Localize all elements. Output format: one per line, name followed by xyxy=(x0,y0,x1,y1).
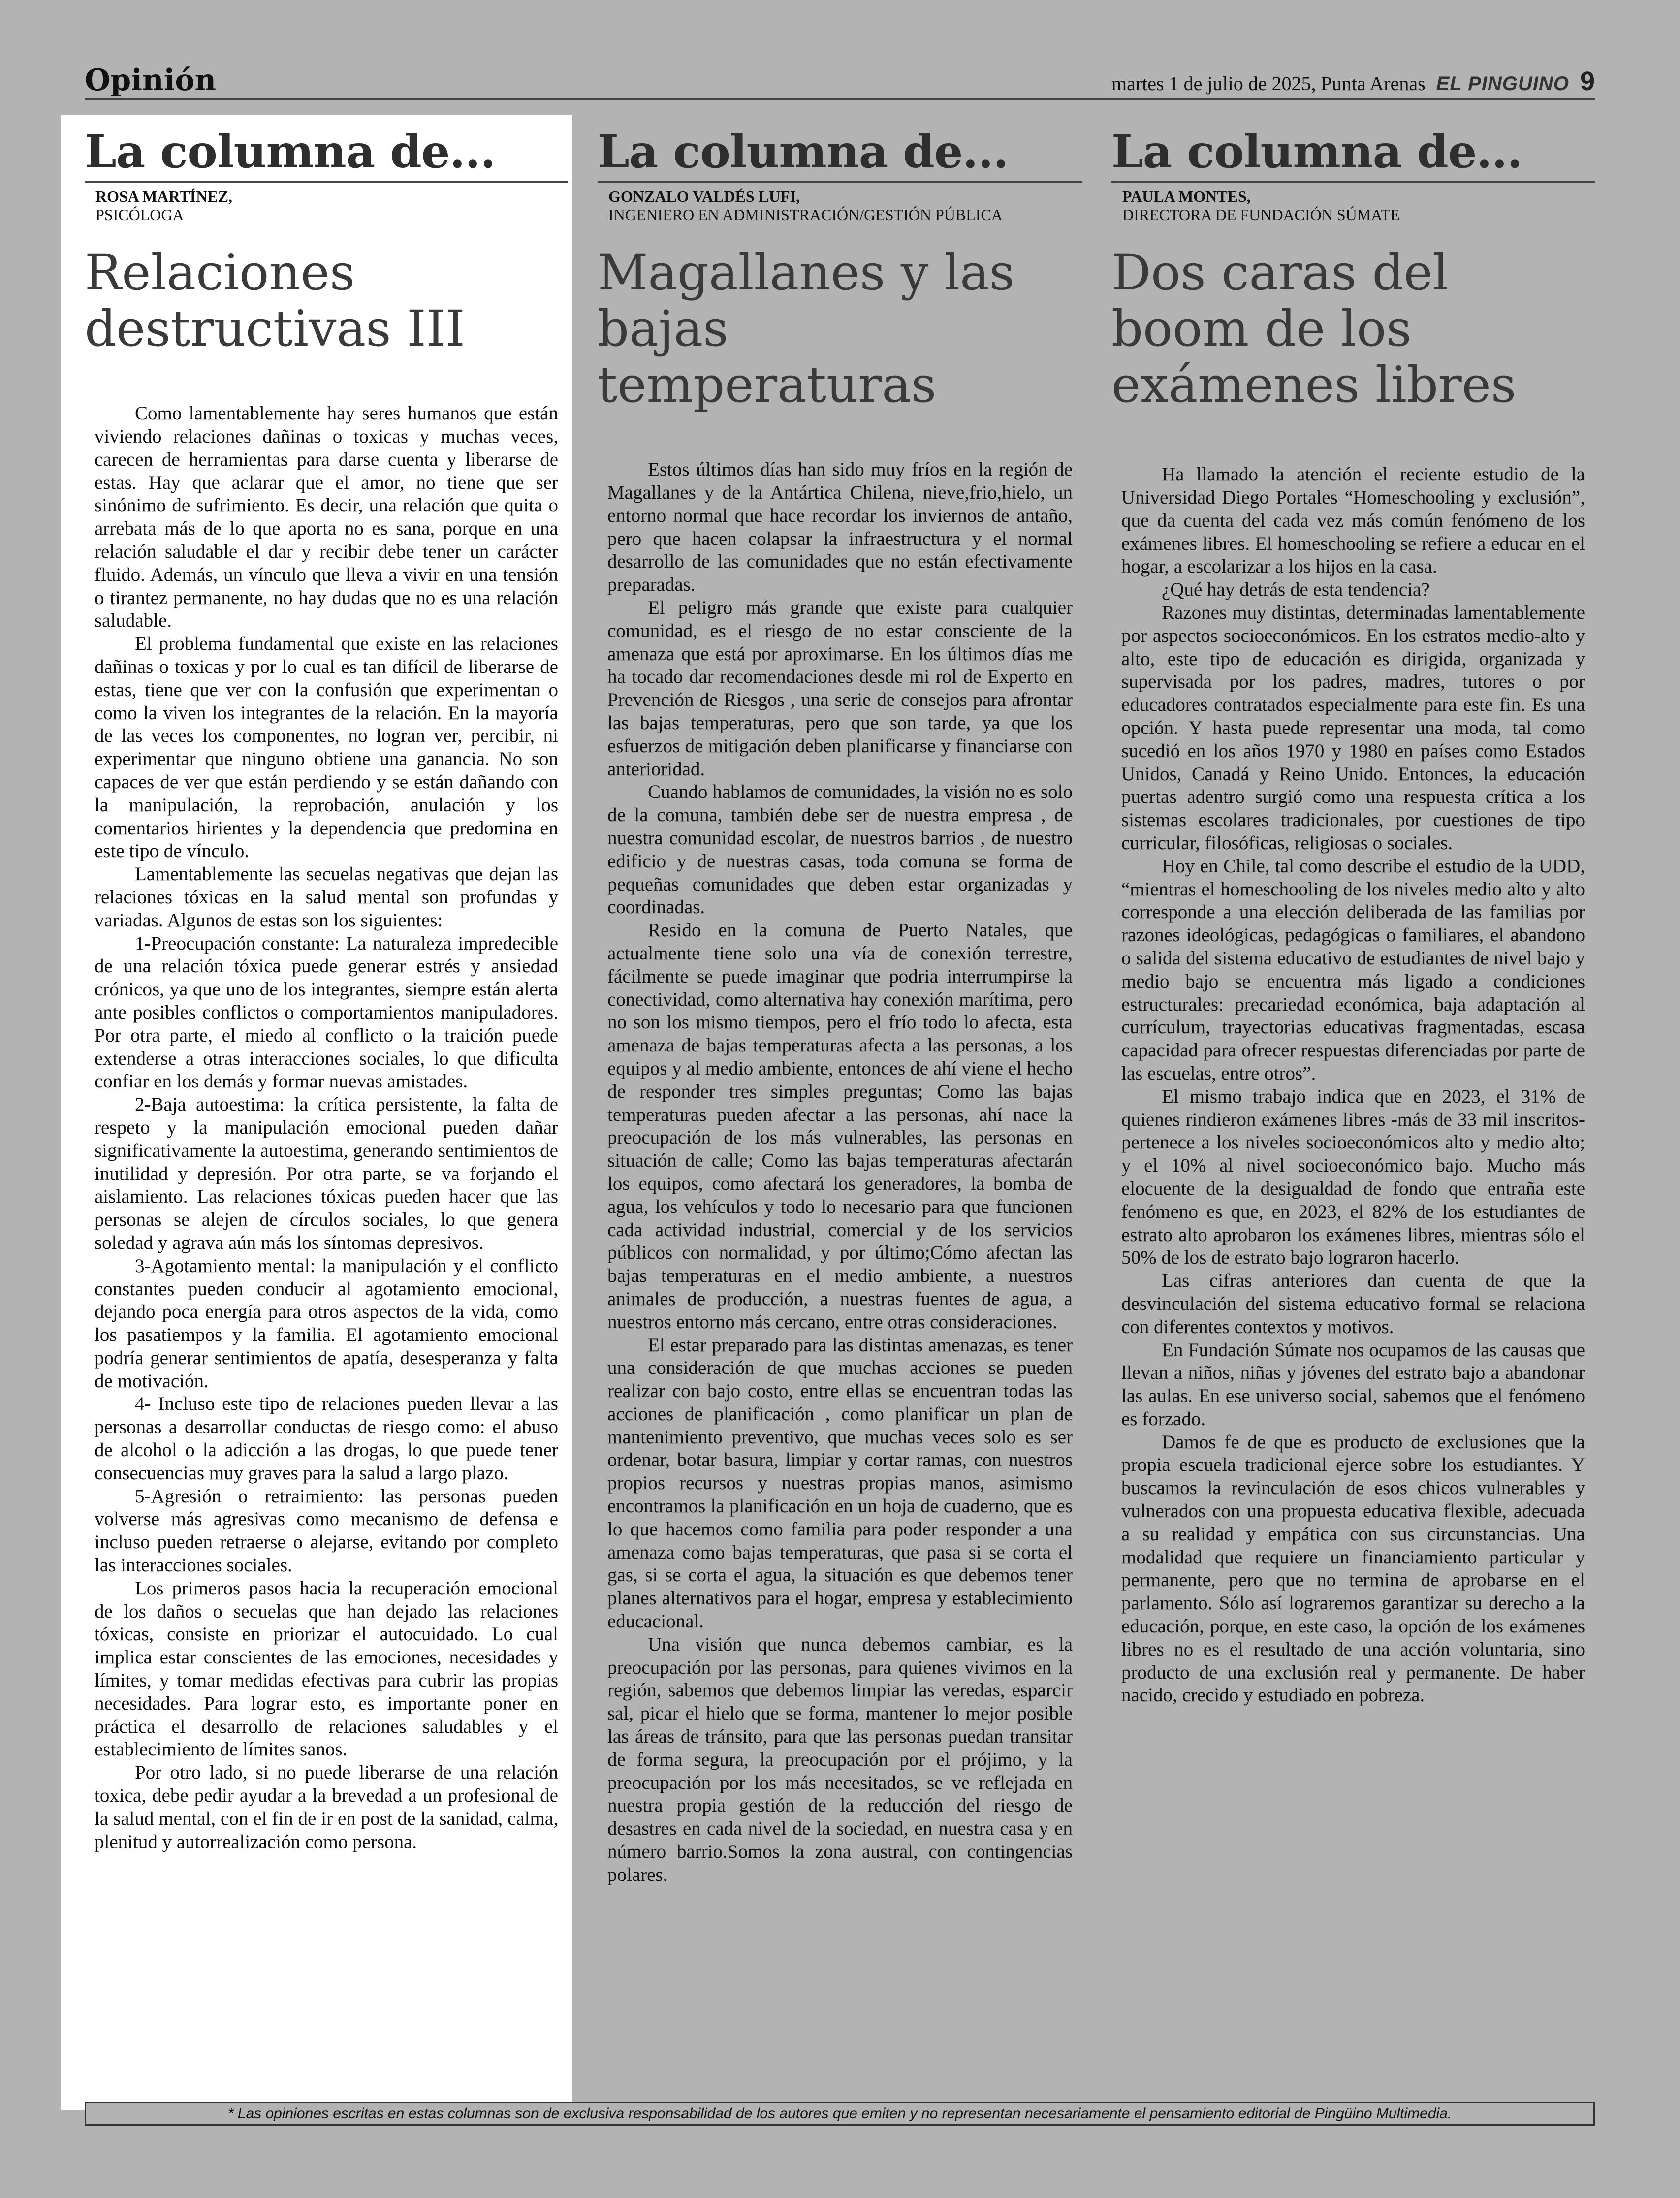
column-kicker: La columna de... xyxy=(598,129,1082,183)
paragraph: Como lamentablemente hay seres humanos que están viviendo relaciones dañinas o toxicas y muchas veces, carecen de herramientas para darse cuenta y liberarse de estas. Hay que aclarar que el amor, no tiene que ser sinónimo de sufrimiento. Es decir, una relación que quita o arrebata más de lo que aporta no es sana, porque en una relación saludable el dar y recibir debe tener un carácter fluido. Además, un vínculo que lleva a vivir en una tensión o tirantez permanente, no hay dudas que no es una relación saludable. xyxy=(95,403,558,632)
disclaimer-box xyxy=(85,2102,1595,2126)
paragraph: Estos últimos días han sido muy fríos en la región de Magallanes y de la Antártica Chilena, nieve,frio,hielo, un entorno normal que hace recordar los inviernos de antaño, pero que hacen colapsar la infraestructura y el normal desarrollo de las comunidades que no están efectivamente preparadas. xyxy=(607,459,1073,596)
paragraph: Las cifras anteriores dan cuenta de que la desvinculación del sistema educativo formal se relaciona con diferentes contextos y motivos. xyxy=(1121,1270,1585,1338)
date-place: martes 1 de julio de 2025, Punta Arenas xyxy=(1111,72,1426,95)
author-role: DIRECTORA DE FUNDACIÓN SÚMATE xyxy=(1122,206,1400,224)
author-name: PAULA MONTES, xyxy=(1122,188,1251,205)
column-paula-montes xyxy=(1111,125,1595,1707)
paragraph: Los primeros pasos hacia la recuperación emocional de los daños o secuelas que han dejado las relaciones tóxicas, consiste en priorizar el autocuidado. Lo cual implica estar conscientes de las emociones, necesidades y límites, y tomar medidas efectivas para cubrir las propias necesidades. Para lograr esto, es importante poner en práctica el desarrollo de relaciones saludables y el establecimiento de límites sanos. xyxy=(95,1577,558,1760)
paragraph: 2-Baja autoestima: la crítica persistente, la falta de respeto y la manipulación emocional pueden dañar significativamente la autoestima, generando sentimientos de inutilidad y depresión. Por otra parte, se va forjando el aislamiento. Las relaciones tóxicas pueden hacer que las personas se alejen de círculos sociales, lo que genera soledad y agrava aún más los síntomas depresivos. xyxy=(95,1094,558,1253)
article-headline: Magallanes y las bajas temperaturas xyxy=(598,244,1015,414)
page-header xyxy=(85,60,1595,100)
article-headline: Dos caras del boom de los exámenes libres xyxy=(1111,244,1517,414)
paragraph: 4- Incluso este tipo de relaciones pueden llevar a las personas a desarrollar conductas de riesgo como: el abuso de alcohol o la adicción a las drogas, lo que puede tener consecuencias muy graves para la salud a largo plazo. xyxy=(95,1393,558,1484)
paragraph: El problema fundamental que existe en las relaciones dañinas o toxicas y por lo cual es tan difícil de liberarse de estas, tiene que ver con la confusión que experimentan o como la viven los integrantes de la relación. En la mayoría de las veces los componentes, no logran ver, percibir, ni experimentar que ninguno obtiene una ganancia. No son capaces de ver que están perdiendo y se están dañando con la manipulación, la reprobación, anulación y los comentarios hirientes y la dependencia que predomina en este tipo de vínculo. xyxy=(95,633,558,862)
paragraph: El peligro más grande que existe para cualquier comunidad, es el riesgo de no estar consciente de la amenaza que está por aproximarse. En los últimos días me ha tocado dar recomendaciones desde mi rol de Experto en Prevención de Riesgos , una serie de consejos para afrontar las bajas temperaturas, pero que son tarde, ya que los esfuerzos de mitigación deben planificarse y financiarse con anterioridad. xyxy=(607,597,1073,780)
paragraph: Razones muy distintas, determinadas lamentablemente por aspectos socioeconómicos. En los estratos medio-alto y alto, este tipo de educación es dirigida, organizada y supervisada por los padres, madres, tutores o por educadores contratados especialmente para este fin. Es una opción. Y hasta puede representar una moda, tal como sucedió en los años 1970 y 1980 en países como Estados Unidos, Canadá y Reino Unido. Entonces, la educación puertas adentro surgió como una respuesta crítica a los sistemas escolares tradicionales, por cuestiones de tipo curricular, filosóficas, religiosas o sociales. xyxy=(1121,602,1585,854)
header-meta xyxy=(1111,66,1595,96)
column-gonzalo-valdes xyxy=(598,125,1082,1887)
column-rosa-martinez xyxy=(85,125,568,1853)
newspaper-logo: EL PINGUINO xyxy=(1436,73,1569,95)
author-name: GONZALO VALDÉS LUFI, xyxy=(608,188,800,205)
paragraph: Cuando hablamos de comunidades, la visión no es solo de la comuna, también debe ser de nuestra empresa , de nuestra comunidad escolar, de nuestros barrios , de nuestro edificio y de nuestras casas, toda comuna se forma de pequeñas comunidades que deben estar organizadas y coordinadas. xyxy=(607,781,1073,918)
paragraph: 1-Preocupación constante: La naturaleza impredecible de una relación tóxica puede generar estrés y ansiedad crónicos, ya que uno de los integrantes, siempre están alerta ante posibles conflictos o comportamientos manipuladores. Por otra parte, el miedo al conflicto o la traición puede extenderse a otras interacciones sociales, lo que dificulta confiar en los demás y formar nuevas amistades. xyxy=(95,932,558,1092)
section-name: Opinión xyxy=(85,63,217,97)
paragraph: Por otro lado, si no puede liberarse de una relación toxica, debe pedir ayudar a la brevedad a un profesional de la salud mental, con el fin de ir en post de la sanidad, calma, plenitud y autorrealización como persona. xyxy=(95,1762,558,1852)
author-byline xyxy=(1122,188,1595,224)
paragraph: En Fundación Súmate nos ocupamos de las causas que llevan a niños, niñas y jóvenes del estrato bajo a abandonar las aulas. En ese universo social, sabemos que el fenómeno es forzado. xyxy=(1121,1339,1585,1430)
paragraph: El mismo trabajo indica que en 2023, el 31% de quienes rindieron exámenes libres -más de 33 mil inscritos- pertenece a los niveles socioeconómicos alto y medio alto; y el 10% al nivel socioeconómico bajo. Mucho más elocuente de la desigualdad de fondo que entraña este fenómeno es que, en 2023, el 82% de los estudiantes de estrato alto aprobaron los exámenes libres, mientras sólo el 50% de los de estrato bajo lograron hacerlo. xyxy=(1121,1085,1585,1269)
author-byline xyxy=(95,188,568,224)
column-kicker: La columna de... xyxy=(1111,129,1595,183)
paragraph: Hoy en Chile, tal como describe el estudio de la UDD, “mientras el homeschooling de los niveles medio alto y alto corresponde a una elección deliberada de las familias por razones ideológicas, pedagógicas o familiares, el abandono o salida del sistema educativo de estudiantes de nivel bajo y medio bajo se encuentra más ligado a condiciones estructurales: precariedad económica, baja adaptación al currículum, trayectorias educativas fragmentadas, escasa capacidad para ofrecer respuestas diferenciadas por parte de las escuelas, entre otros”. xyxy=(1121,855,1585,1084)
paragraph: Ha llamado la atención el reciente estudio de la Universidad Diego Portales “Homeschooling y exclusión”, que da cuenta del cada vez más común fenómeno de los exámenes libres. El homeschooling se refiere a educar en el hogar, a escolarizar a los hijos en la casa. xyxy=(1121,464,1585,577)
author-byline xyxy=(608,188,1082,224)
column-kicker: La columna de... xyxy=(85,129,568,183)
author-name: ROSA MARTÍNEZ, xyxy=(95,188,233,205)
paragraph: ¿Qué hay detrás de esta tendencia? xyxy=(1162,579,1430,601)
article-body xyxy=(1111,463,1595,1707)
paragraph: 3-Agotamiento mental: la manipulación y el conflicto constantes pueden conducir al agotamiento emocional, dejando poca energía para otros aspectos de la vida, como los pasatiempos y la familia. El agotamiento emocional podría generar sentimientos de apatía, desesperanza y falta de motivación. xyxy=(95,1255,558,1392)
paragraph: 5-Agresión o retraimiento: las personas pueden volverse más agresivas como mecanismo de defensa e incluso pueden retraerse o alejarse, evitando por completo las interacciones sociales. xyxy=(95,1485,558,1576)
author-role: PSICÓLOGA xyxy=(95,206,184,224)
disclaimer-text: * Las opiniones escritas en estas columnas son de exclusiva responsabilidad de los autores que emiten y no representan necesariamente el pensamiento editorial de Pingüino Multimedia. xyxy=(227,2105,1452,2122)
paragraph: Resido en la comuna de Puerto Natales, que actualmente tiene solo una vía de conexión terrestre, fácilmente se puede imaginar que podria interrumpirse la conectividad, como alternativa hay conexión marítima, pero no son los mismo tiempos, pero el frío todo lo afecta, esta amenaza de bajas temperaturas afecta a las personas, a los equipos y al medio ambiente, entonces de ahí viene el hecho de responder tres simples preguntas; Como las bajas temperaturas pueden afectar a las personas, ahí nace la preocupación de los más vulnerables, las personas en situación de calle; Como las bajas temperaturas afectarán los equipos, como afectará los generadores, la bomba de agua, los vehículos y todo lo necesario para que funcionen cada actividad industrial, comercial y de los servicios públicos con normalidad, y por último;Cómo afectan las bajas temperaturas en el medio ambiente, a nuestros animales de producción, a nuestras fuentes de agua, a nuestros entorno más cercano, entre otras consideraciones. xyxy=(607,920,1073,1333)
paragraph: Lamentablemente las secuelas negativas que dejan las relaciones tóxicas en la salud mental son profundas y variadas. Algunos de estas son los siguientes: xyxy=(95,863,558,931)
paragraph: Una visión que nunca debemos cambiar, es la preocupación por las personas, para quienes vivimos en la región, sabemos que debemos limpiar las veredas, esparcir sal, picar el hielo que se forma, mantener lo mejor posible las áreas de tránsito, para que las personas puedan transitar de forma segura, la preocupación por el prójimo, y la preocupación por los más necesitados, se ve reflejada en nuestra propia gestión de la reducción del riesgo de desastres en cada nivel de la sociedad, en nuestra casa y en número barrio.Somos la zona austral, con contingencias polares. xyxy=(607,1633,1073,1885)
paragraph: El estar preparado para las distintas amenazas, es tener una consideración de que muchas acciones se pueden realizar con bajo costo, entre ellas se encuentran todas las acciones de planificación , como planificar un plan de mantenimiento preventivo, que muchas veces solo es ser ordenar, botar basura, limpiar y cortar ramas, con nuestros propios recursos y nuestras propias manos, asimismo encontramos la planificación en un hoja de cuaderno, que es lo que hacemos como familia para poder responder a una amenaza como bajas temperaturas, que pasa si se corta el gas, si se corta el agua, la situación es que debemos tener planes alternativos para el hogar, empresa y establecimiento educacional. xyxy=(607,1334,1073,1632)
page-number: 9 xyxy=(1580,66,1595,96)
article-body xyxy=(85,402,568,1853)
article-headline: Relaciones destructivas III xyxy=(85,244,465,358)
author-role: INGENIERO EN ADMINISTRACIÓN/GESTIÓN PÚBLICA xyxy=(608,206,1003,224)
paragraph: Damos fe de que es producto de exclusiones que la propia escuela tradicional ejerce sobre los estudiantes. Y buscamos la revinculación de esos chicos vulnerables y vulnerados con una propuesta educativa flexible, adecuada a su realidad y empática con sus circunstancias. Una modalidad que requiere un financiamiento particular y permanente, pero que no termina de aprobarse en el parlamento. Sólo así lograremos garantizar su derecho a la educación, porque, en este caso, la opción de los exámenes libres no es el resultado de una acción voluntaria, sino producto de una exclusión real y permanente. De haber nacido, crecido y estudiado en pobreza. xyxy=(1121,1431,1585,1706)
article-body xyxy=(598,458,1082,1886)
